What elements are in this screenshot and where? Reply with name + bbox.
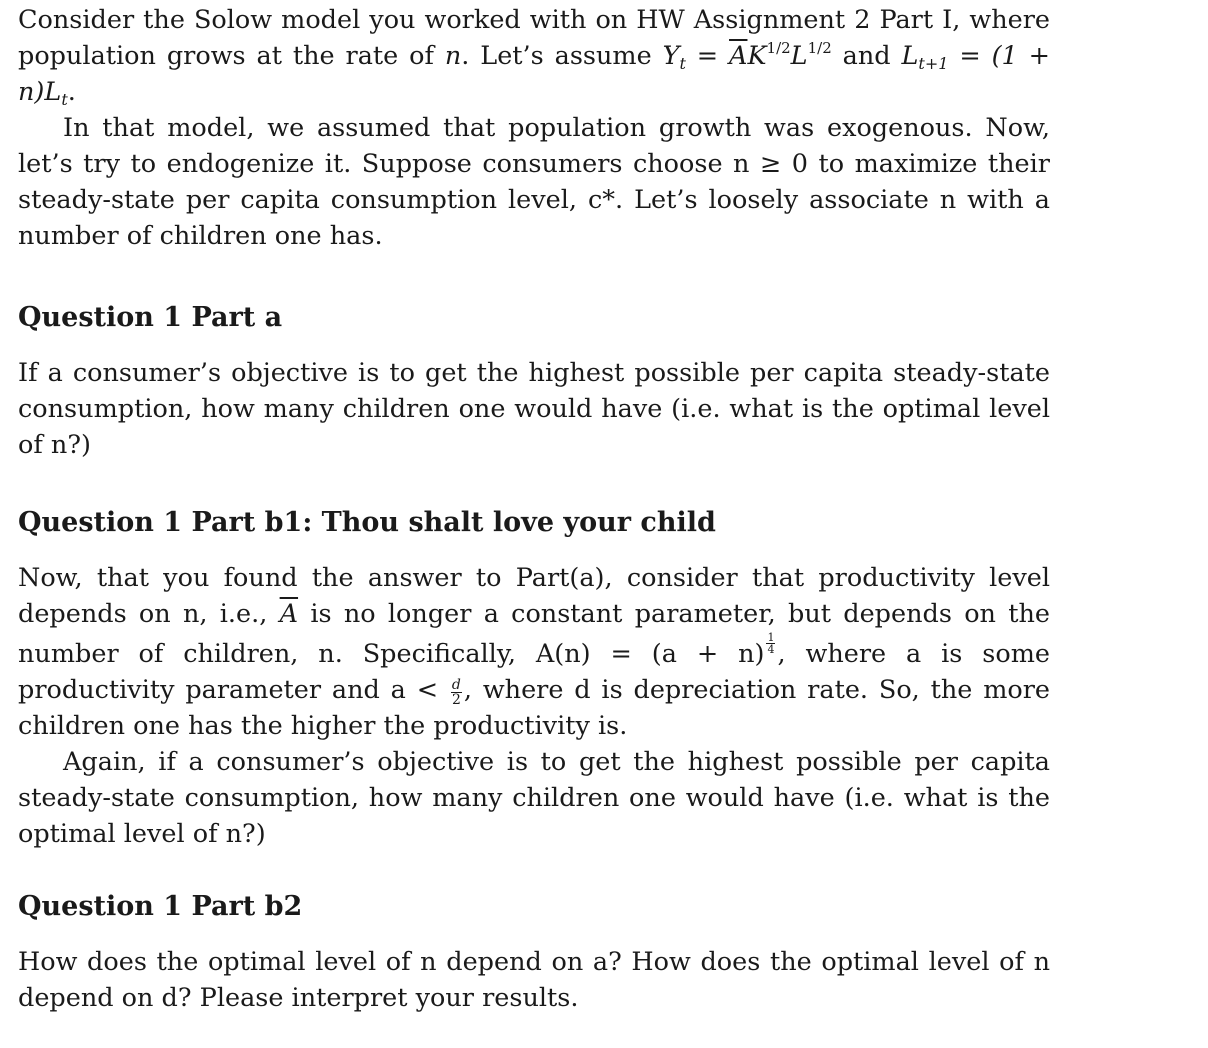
exponent-numerator: 1 — [767, 631, 775, 644]
l-symbol: L — [790, 41, 808, 71]
and-word: and — [831, 41, 902, 71]
l-exponent: 1/2 — [807, 39, 832, 57]
q1b1-paragraph-1 — [18, 560, 1050, 744]
exponent-fraction — [766, 632, 775, 655]
intro-block — [18, 2, 1050, 254]
l-next-symbol: L — [901, 41, 919, 71]
fraction-denominator: 2 — [451, 692, 461, 708]
y-symbol: Y — [662, 41, 680, 71]
t-subscript: t — [679, 54, 686, 73]
rhs-expression: (1 + n)L — [18, 41, 1051, 107]
exponent-denominator: 4 — [767, 643, 775, 656]
intro-text: Consider the Solow model you worked with on HW Assignment 2 Part I, where population grows at the rate of — [18, 5, 1050, 71]
equals-sign-2: = — [948, 41, 992, 71]
q1b1-text-d: , where d is depreciation rate. So, the more children one has the higher the productivity is. — [18, 675, 1051, 741]
q1b1-text-c: , where a is some productivity parameter and a < — [18, 639, 1050, 705]
n-symbol: n — [444, 41, 462, 71]
equals-sign: = — [685, 41, 730, 71]
q1b1-text-a: Now, that you found the answer to Part(a), consider that productivity level depends on n, i.e., — [18, 563, 1050, 629]
intro-text-b: . Let’s assume — [461, 41, 652, 71]
t-plus-1-subscript: t+1 — [918, 54, 949, 73]
q1a-heading: Question 1 Part a — [18, 302, 283, 333]
k-exponent: 1/2 — [766, 39, 791, 57]
a-bar-symbol: $\overline{A}$ — [729, 41, 748, 71]
q1b2-heading: Question 1 Part b2 — [18, 891, 303, 922]
q1a-block — [18, 355, 1050, 463]
q1a-body: If a consumer’s objective is to get the highest possible per capita steady-state consumption, how many children one would have (i.e. what is the optimal level of n?) — [18, 358, 1050, 460]
k-symbol: K — [747, 41, 767, 71]
fraction-numerator: d — [451, 677, 461, 693]
d-over-2-fraction — [451, 678, 462, 707]
q1b2-block — [18, 944, 1050, 1016]
q1b1-text-b: is no longer a constant parameter, but depends on the number of children, n. Specifically, A(n) = (a + n) — [18, 599, 1050, 669]
t-subscript-2: t — [61, 90, 68, 109]
q1b1-block — [18, 560, 1050, 852]
a-bar-symbol-2: $\overline{A}$ — [279, 599, 299, 629]
intro-paragraph-2: In that model, we assumed that population growth was exogenous. Now, let’s try to endogenize it. Suppose consumers choose n ≥ 0 to maximize their steady-state per capita consumption level, c*. Let’s loosely associate n with a number of children one has. — [18, 113, 1050, 251]
q1b1-heading: Question 1 Part b1: Thou shalt love your child — [18, 507, 716, 538]
q1b2-body: How does the optimal level of n depend on a? How does the optimal level of n depend on d? Please interpret your results. — [18, 947, 1050, 1013]
intro-paragraph: Consider the Solow model you worked with on HW Assignment 2 Part I, where population grows at the rate of n. Let’s assume $Y_t = \overline{A}K^{1/2}L^{1/2}$ and $L_{t+1} = (1 + n)L_t$. — [18, 5, 1051, 109]
q1b1-paragraph-2: Again, if a consumer’s objective is to get the highest possible per capita steady-state consumption, how many children one would have (i.e. what is the optimal level of n?) — [18, 747, 1050, 849]
